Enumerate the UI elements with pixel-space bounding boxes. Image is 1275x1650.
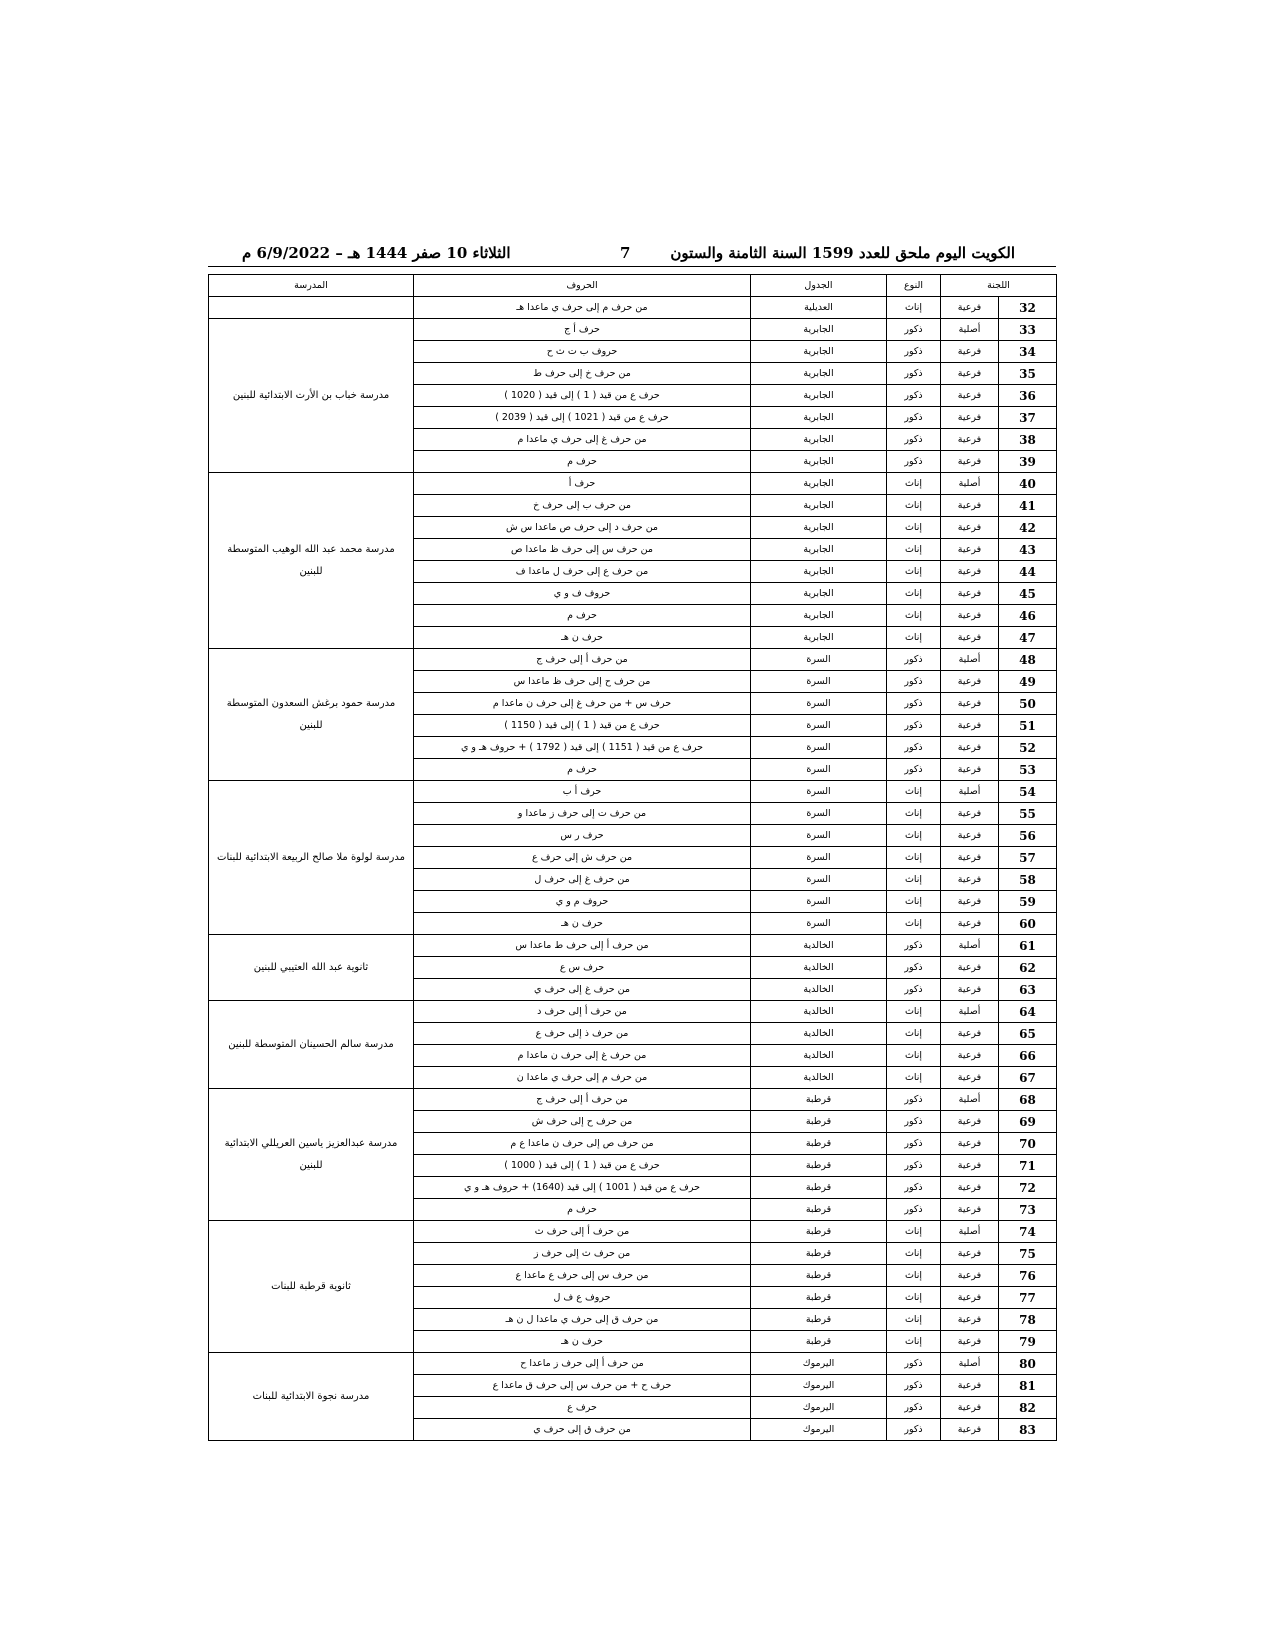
gender-cell: إناث [887,1001,941,1023]
gender-cell: إناث [887,1309,941,1331]
area-cell: الخالدية [751,979,887,1001]
gender-cell: ذكور [887,1199,941,1221]
committee-number-cell: 58 [999,869,1057,891]
letters-cell: حرف ح + من حرف س إلى حرف ق ماعدا ع [414,1375,751,1397]
area-cell: السرة [751,847,887,869]
area-cell: السرة [751,825,887,847]
committee-number-cell: 62 [999,957,1057,979]
committee-number-cell: 73 [999,1199,1057,1221]
table-row [209,649,1057,671]
gender-cell: ذكور [887,1111,941,1133]
committee-number-cell: 75 [999,1243,1057,1265]
letters-cell: من حرف ث إلى حرف ز [414,1243,751,1265]
letters-cell: من حرف خ إلى حرف ط [414,363,751,385]
gender-cell: ذكور [887,715,941,737]
letters-cell: حروف ف و ي [414,583,751,605]
table-header-row [209,275,1057,297]
committee-type-cell: فرعية [941,297,999,319]
area-cell: الجابرية [751,473,887,495]
area-cell: قرطبة [751,1133,887,1155]
committee-type-cell: فرعية [941,957,999,979]
gender-cell: إناث [887,869,941,891]
table-row [209,319,1057,341]
committee-type-cell: فرعية [941,891,999,913]
letters-cell: من حرف س إلى حرف ع ماعدا ع [414,1265,751,1287]
area-cell: الجابرية [751,319,887,341]
area-cell: السرة [751,869,887,891]
committee-number-cell: 35 [999,363,1057,385]
area-cell: الجابرية [751,363,887,385]
area-cell: الجابرية [751,605,887,627]
letters-cell: من حرف ش إلى حرف ع [414,847,751,869]
publication-title: الكويت اليوم ملحق للعدد 1599 السنة الثامنة والستون [670,244,1015,262]
committee-type-cell: فرعية [941,1397,999,1419]
gender-cell: إناث [887,1287,941,1309]
committee-type-cell: فرعية [941,1023,999,1045]
committee-type-cell: فرعية [941,539,999,561]
area-cell: السرة [751,891,887,913]
committee-type-cell: فرعية [941,847,999,869]
letters-cell: من حرف ع إلى حرف ل ماعدا ف [414,561,751,583]
committee-type-cell: فرعية [941,1177,999,1199]
committee-number-cell: 78 [999,1309,1057,1331]
gender-cell: إناث [887,847,941,869]
committee-type-cell: أصلية [941,473,999,495]
gender-cell: إناث [887,297,941,319]
school-name-cell: مدرسة نجوة الابتدائية للبنات [209,1353,414,1441]
area-cell: الخالدية [751,935,887,957]
letters-cell: حرف م [414,451,751,473]
committee-number-cell: 57 [999,847,1057,869]
committee-type-cell: فرعية [941,1199,999,1221]
gender-cell: إناث [887,1045,941,1067]
committee-number-cell: 80 [999,1353,1057,1375]
area-cell: اليرموك [751,1353,887,1375]
committee-number-cell: 77 [999,1287,1057,1309]
committee-number-cell: 71 [999,1155,1057,1177]
gender-column-header: النوع [887,275,941,297]
gender-cell: إناث [887,1243,941,1265]
committee-type-cell: أصلية [941,1353,999,1375]
gender-cell: إناث [887,913,941,935]
committee-number-cell: 56 [999,825,1057,847]
area-cell: الجابرية [751,583,887,605]
letters-cell: من حرف أ إلى حرف ز ماعدا ح [414,1353,751,1375]
committee-type-cell: فرعية [941,869,999,891]
gender-cell: إناث [887,891,941,913]
committee-type-cell: أصلية [941,1221,999,1243]
gender-cell: ذكور [887,759,941,781]
committee-number-cell: 32 [999,297,1057,319]
committee-number-cell: 60 [999,913,1057,935]
committee-type-cell: فرعية [941,407,999,429]
area-cell: السرة [751,803,887,825]
gender-cell: ذكور [887,341,941,363]
area-cell: الجابرية [751,517,887,539]
gender-cell: إناث [887,1331,941,1353]
table-row [209,1089,1057,1111]
letters-cell: من حرف ت إلى حرف ز ماعدا و [414,803,751,825]
area-cell: قرطبة [751,1287,887,1309]
committee-type-cell: فرعية [941,583,999,605]
gender-cell: إناث [887,539,941,561]
letters-cell: حرف ر س [414,825,751,847]
area-cell: الجابرية [751,385,887,407]
letters-cell: حروف ب ت ث ح [414,341,751,363]
letters-cell: حروف ع ف ل [414,1287,751,1309]
gender-cell: ذكور [887,1419,941,1441]
table-row [209,297,1057,319]
gender-cell: إناث [887,825,941,847]
committee-type-cell: فرعية [941,803,999,825]
gender-cell: إناث [887,781,941,803]
letters-cell: حرف أ ب [414,781,751,803]
gender-cell: إناث [887,1265,941,1287]
gender-cell: ذكور [887,957,941,979]
area-cell: السرة [751,759,887,781]
area-cell: قرطبة [751,1265,887,1287]
committee-number-cell: 43 [999,539,1057,561]
gender-cell: إناث [887,495,941,517]
gender-cell: ذكور [887,671,941,693]
area-cell: السرة [751,715,887,737]
area-cell: الجابرية [751,451,887,473]
committee-type-cell: فرعية [941,1375,999,1397]
committee-type-cell: فرعية [941,715,999,737]
letters-cell: حرف ن هـ [414,913,751,935]
area-cell: الخالدية [751,1067,887,1089]
gender-cell: إناث [887,1067,941,1089]
page-header [242,240,1015,266]
committee-number-cell: 39 [999,451,1057,473]
committee-number-cell: 40 [999,473,1057,495]
letters-cell: حروف م و ي [414,891,751,913]
area-cell: الجابرية [751,407,887,429]
letters-cell: حرف م [414,605,751,627]
gender-cell: ذكور [887,693,941,715]
letters-cell: من حرف م إلى حرف ي ماعدا ن [414,1067,751,1089]
gender-cell: إناث [887,1221,941,1243]
gender-cell: إناث [887,517,941,539]
committee-number-cell: 34 [999,341,1057,363]
area-cell: قرطبة [751,1199,887,1221]
committee-type-cell: فرعية [941,1243,999,1265]
school-name-cell: مدرسة حمود برغش السعدون المتوسطة للبنين [209,649,414,781]
school-name-cell: مدرسة لولوة ملا صالح الربيعة الابتدائية للبنات [209,781,414,935]
committee-type-cell: فرعية [941,517,999,539]
committee-number-cell: 48 [999,649,1057,671]
letters-cell: من حرف د إلى حرف ص ماعدا س ش [414,517,751,539]
committee-number-cell: 83 [999,1419,1057,1441]
letters-cell: من حرف ح إلى حرف ش [414,1111,751,1133]
gender-cell: ذكور [887,1177,941,1199]
gender-cell: ذكور [887,363,941,385]
committee-type-cell: فرعية [941,1419,999,1441]
school-name-cell: ثانوية قرطبة للبنات [209,1221,414,1353]
area-cell: السرة [751,913,887,935]
table-row [209,1353,1057,1375]
area-cell: الجابرية [751,539,887,561]
area-cell: السرة [751,781,887,803]
committee-number-cell: 69 [999,1111,1057,1133]
committees-table-container [208,274,1056,1441]
area-cell: اليرموك [751,1419,887,1441]
letters-cell: حرف ع [414,1397,751,1419]
committee-number-cell: 36 [999,385,1057,407]
gender-cell: ذكور [887,429,941,451]
letters-cell: حرف ع من قيد ( 1 ) إلى قيد ( 1150 ) [414,715,751,737]
table-row [209,473,1057,495]
area-cell: قرطبة [751,1155,887,1177]
committee-number-cell: 74 [999,1221,1057,1243]
table-body [209,297,1057,1441]
gender-cell: إناث [887,561,941,583]
table-row [209,935,1057,957]
area-cell: السرة [751,737,887,759]
letters-cell: من حرف ذ إلى حرف ع [414,1023,751,1045]
gender-cell: إناث [887,803,941,825]
area-cell: قرطبة [751,1309,887,1331]
committee-number-cell: 45 [999,583,1057,605]
area-cell: الجابرية [751,627,887,649]
letters-cell: حرف ن هـ [414,627,751,649]
committee-type-cell: فرعية [941,627,999,649]
committee-type-cell: أصلية [941,781,999,803]
letters-cell: حرف أ [414,473,751,495]
committee-number-cell: 61 [999,935,1057,957]
committee-number-cell: 66 [999,1045,1057,1067]
letters-cell: حرف ع من قيد ( 1 ) إلى قيد ( 1000 ) [414,1155,751,1177]
committee-type-cell: فرعية [941,429,999,451]
letters-cell: من حرف غ إلى حرف ي [414,979,751,1001]
committee-number-cell: 49 [999,671,1057,693]
gender-cell: ذكور [887,1375,941,1397]
area-cell: اليرموك [751,1375,887,1397]
committee-type-cell: فرعية [941,385,999,407]
letters-cell: من حرف أ إلى حرف ط ماعدا س [414,935,751,957]
committees-table [208,274,1057,1441]
gender-cell: ذكور [887,1397,941,1419]
letters-cell: من حرف أ إلى حرف د [414,1001,751,1023]
letters-cell: حرف ن هـ [414,1331,751,1353]
area-cell: الجابرية [751,495,887,517]
gender-cell: إناث [887,1023,941,1045]
committee-column-header: اللجنة [941,275,1057,297]
committee-number-cell: 65 [999,1023,1057,1045]
gender-cell: ذكور [887,407,941,429]
area-cell: اليرموك [751,1397,887,1419]
committee-type-cell: فرعية [941,737,999,759]
school-name-cell: ثانوية عبد الله العتيبي للبنين [209,935,414,1001]
committee-number-cell: 44 [999,561,1057,583]
school-name-cell: مدرسة خباب بن الأرت الابتدائية للبنين [209,319,414,473]
letters-cell: من حرف غ إلى حرف ن ماعدا م [414,1045,751,1067]
school-column-header: المدرسة [209,275,414,297]
committee-type-cell: فرعية [941,1111,999,1133]
committee-type-cell: فرعية [941,1155,999,1177]
letters-cell: من حرف أ إلى حرف ج [414,1089,751,1111]
committee-number-cell: 46 [999,605,1057,627]
committee-type-cell: فرعية [941,341,999,363]
letters-cell: حرف س ع [414,957,751,979]
committee-type-cell: فرعية [941,561,999,583]
area-cell: الجابرية [751,341,887,363]
committee-number-cell: 38 [999,429,1057,451]
committee-type-cell: أصلية [941,1089,999,1111]
gender-cell: إناث [887,583,941,605]
area-cell: الخالدية [751,957,887,979]
gender-cell: إناث [887,627,941,649]
committee-type-cell: فرعية [941,693,999,715]
table-row [209,781,1057,803]
area-cell: السرة [751,671,887,693]
letters-column-header: الحروف [414,275,751,297]
committee-type-cell: فرعية [941,1265,999,1287]
gender-cell: ذكور [887,979,941,1001]
area-cell: قرطبة [751,1331,887,1353]
committee-number-cell: 81 [999,1375,1057,1397]
gender-cell: ذكور [887,451,941,473]
committee-number-cell: 52 [999,737,1057,759]
committee-type-cell: فرعية [941,1045,999,1067]
gender-cell: ذكور [887,649,941,671]
committee-type-cell: أصلية [941,649,999,671]
letters-cell: من حرف غ إلى حرف ل [414,869,751,891]
letters-cell: من حرف م إلى حرف ي ماعدا هـ [414,297,751,319]
letters-cell: حرف ع من قيد ( 1021 ) إلى قيد ( 2039 ) [414,407,751,429]
letters-cell: من حرف ص إلى حرف ن ماعدا ع م [414,1133,751,1155]
letters-cell: من حرف أ إلى حرف ج [414,649,751,671]
letters-cell: من حرف ح إلى حرف ظ ماعدا س [414,671,751,693]
committee-number-cell: 72 [999,1177,1057,1199]
committee-number-cell: 42 [999,517,1057,539]
committee-type-cell: فرعية [941,979,999,1001]
committee-number-cell: 53 [999,759,1057,781]
committee-number-cell: 64 [999,1001,1057,1023]
school-name-cell: مدرسة عبدالعزيز ياسين العريللي الابتدائية للبنين [209,1089,414,1221]
committee-number-cell: 79 [999,1331,1057,1353]
committee-number-cell: 59 [999,891,1057,913]
gender-cell: ذكور [887,1133,941,1155]
letters-cell: حرف ع من قيد ( 1001 ) إلى قيد (1640) + حروف هـ و ي [414,1177,751,1199]
area-cell: قرطبة [751,1089,887,1111]
area-cell: قرطبة [751,1111,887,1133]
letters-cell: حرف س + من حرف غ إلى حرف ن ماعدا م [414,693,751,715]
school-name-cell: مدرسة محمد عبد الله الوهيب المتوسطة للبنين [209,473,414,649]
committee-type-cell: فرعية [941,1133,999,1155]
gender-cell: إناث [887,473,941,495]
committee-type-cell: فرعية [941,495,999,517]
committee-number-cell: 33 [999,319,1057,341]
area-cell: الخالدية [751,1001,887,1023]
committee-number-cell: 51 [999,715,1057,737]
page-number: 7 [620,244,631,262]
committee-type-cell: أصلية [941,319,999,341]
letters-cell: من حرف أ إلى حرف ث [414,1221,751,1243]
letters-cell: حرف م [414,1199,751,1221]
committee-type-cell: فرعية [941,825,999,847]
committee-number-cell: 63 [999,979,1057,1001]
table-row [209,1221,1057,1243]
committee-number-cell: 55 [999,803,1057,825]
committee-type-cell: فرعية [941,363,999,385]
area-cell: قرطبة [751,1221,887,1243]
letters-cell: حرف أ ج [414,319,751,341]
gender-cell: إناث [887,605,941,627]
committee-number-cell: 68 [999,1089,1057,1111]
letters-cell: من حرف س إلى حرف ظ ماعدا ص [414,539,751,561]
area-cell: العديلية [751,297,887,319]
letters-cell: حرف م [414,759,751,781]
committee-number-cell: 37 [999,407,1057,429]
school-name-cell [209,297,414,319]
area-cell: السرة [751,649,887,671]
table-row [209,1001,1057,1023]
letters-cell: حرف ع من قيد ( 1151 ) إلى قيد ( 1792 ) + حروف هـ و ي [414,737,751,759]
letters-cell: من حرف غ إلى حرف ي ماعدا م [414,429,751,451]
committee-type-cell: فرعية [941,1331,999,1353]
area-cell: السرة [751,693,887,715]
gender-cell: ذكور [887,1353,941,1375]
committee-type-cell: فرعية [941,1287,999,1309]
area-cell: الخالدية [751,1045,887,1067]
header-divider [208,266,1056,267]
school-name-cell: مدرسة سالم الحسينان المتوسطة للبنين [209,1001,414,1089]
committee-number-cell: 47 [999,627,1057,649]
gender-cell: ذكور [887,385,941,407]
committee-type-cell: فرعية [941,1067,999,1089]
area-cell: الجابرية [751,429,887,451]
area-cell: الجابرية [751,561,887,583]
committee-number-cell: 41 [999,495,1057,517]
area-cell: قرطبة [751,1243,887,1265]
committee-type-cell: فرعية [941,759,999,781]
committee-number-cell: 50 [999,693,1057,715]
gender-cell: ذكور [887,1155,941,1177]
committee-number-cell: 76 [999,1265,1057,1287]
gender-cell: ذكور [887,935,941,957]
gender-cell: ذكور [887,737,941,759]
committee-number-cell: 70 [999,1133,1057,1155]
committee-type-cell: فرعية [941,605,999,627]
committee-type-cell: فرعية [941,1309,999,1331]
committee-type-cell: فرعية [941,913,999,935]
committee-type-cell: فرعية [941,671,999,693]
letters-cell: من حرف ب إلى حرف خ [414,495,751,517]
committee-type-cell: أصلية [941,1001,999,1023]
gender-cell: ذكور [887,319,941,341]
letters-cell: من حرف ق إلى حرف ي ماعدا ل ن هـ [414,1309,751,1331]
committee-type-cell: فرعية [941,451,999,473]
area-cell: قرطبة [751,1177,887,1199]
area-column-header: الجدول [751,275,887,297]
gender-cell: ذكور [887,1089,941,1111]
committee-number-cell: 67 [999,1067,1057,1089]
issue-date: الثلاثاء 10 صفر 1444 هـ – 6/9/2022 م [242,244,511,262]
area-cell: الخالدية [751,1023,887,1045]
committee-number-cell: 54 [999,781,1057,803]
committee-number-cell: 82 [999,1397,1057,1419]
letters-cell: حرف ع من قيد ( 1 ) إلى قيد ( 1020 ) [414,385,751,407]
committee-type-cell: أصلية [941,935,999,957]
letters-cell: من حرف ق إلى حرف ي [414,1419,751,1441]
